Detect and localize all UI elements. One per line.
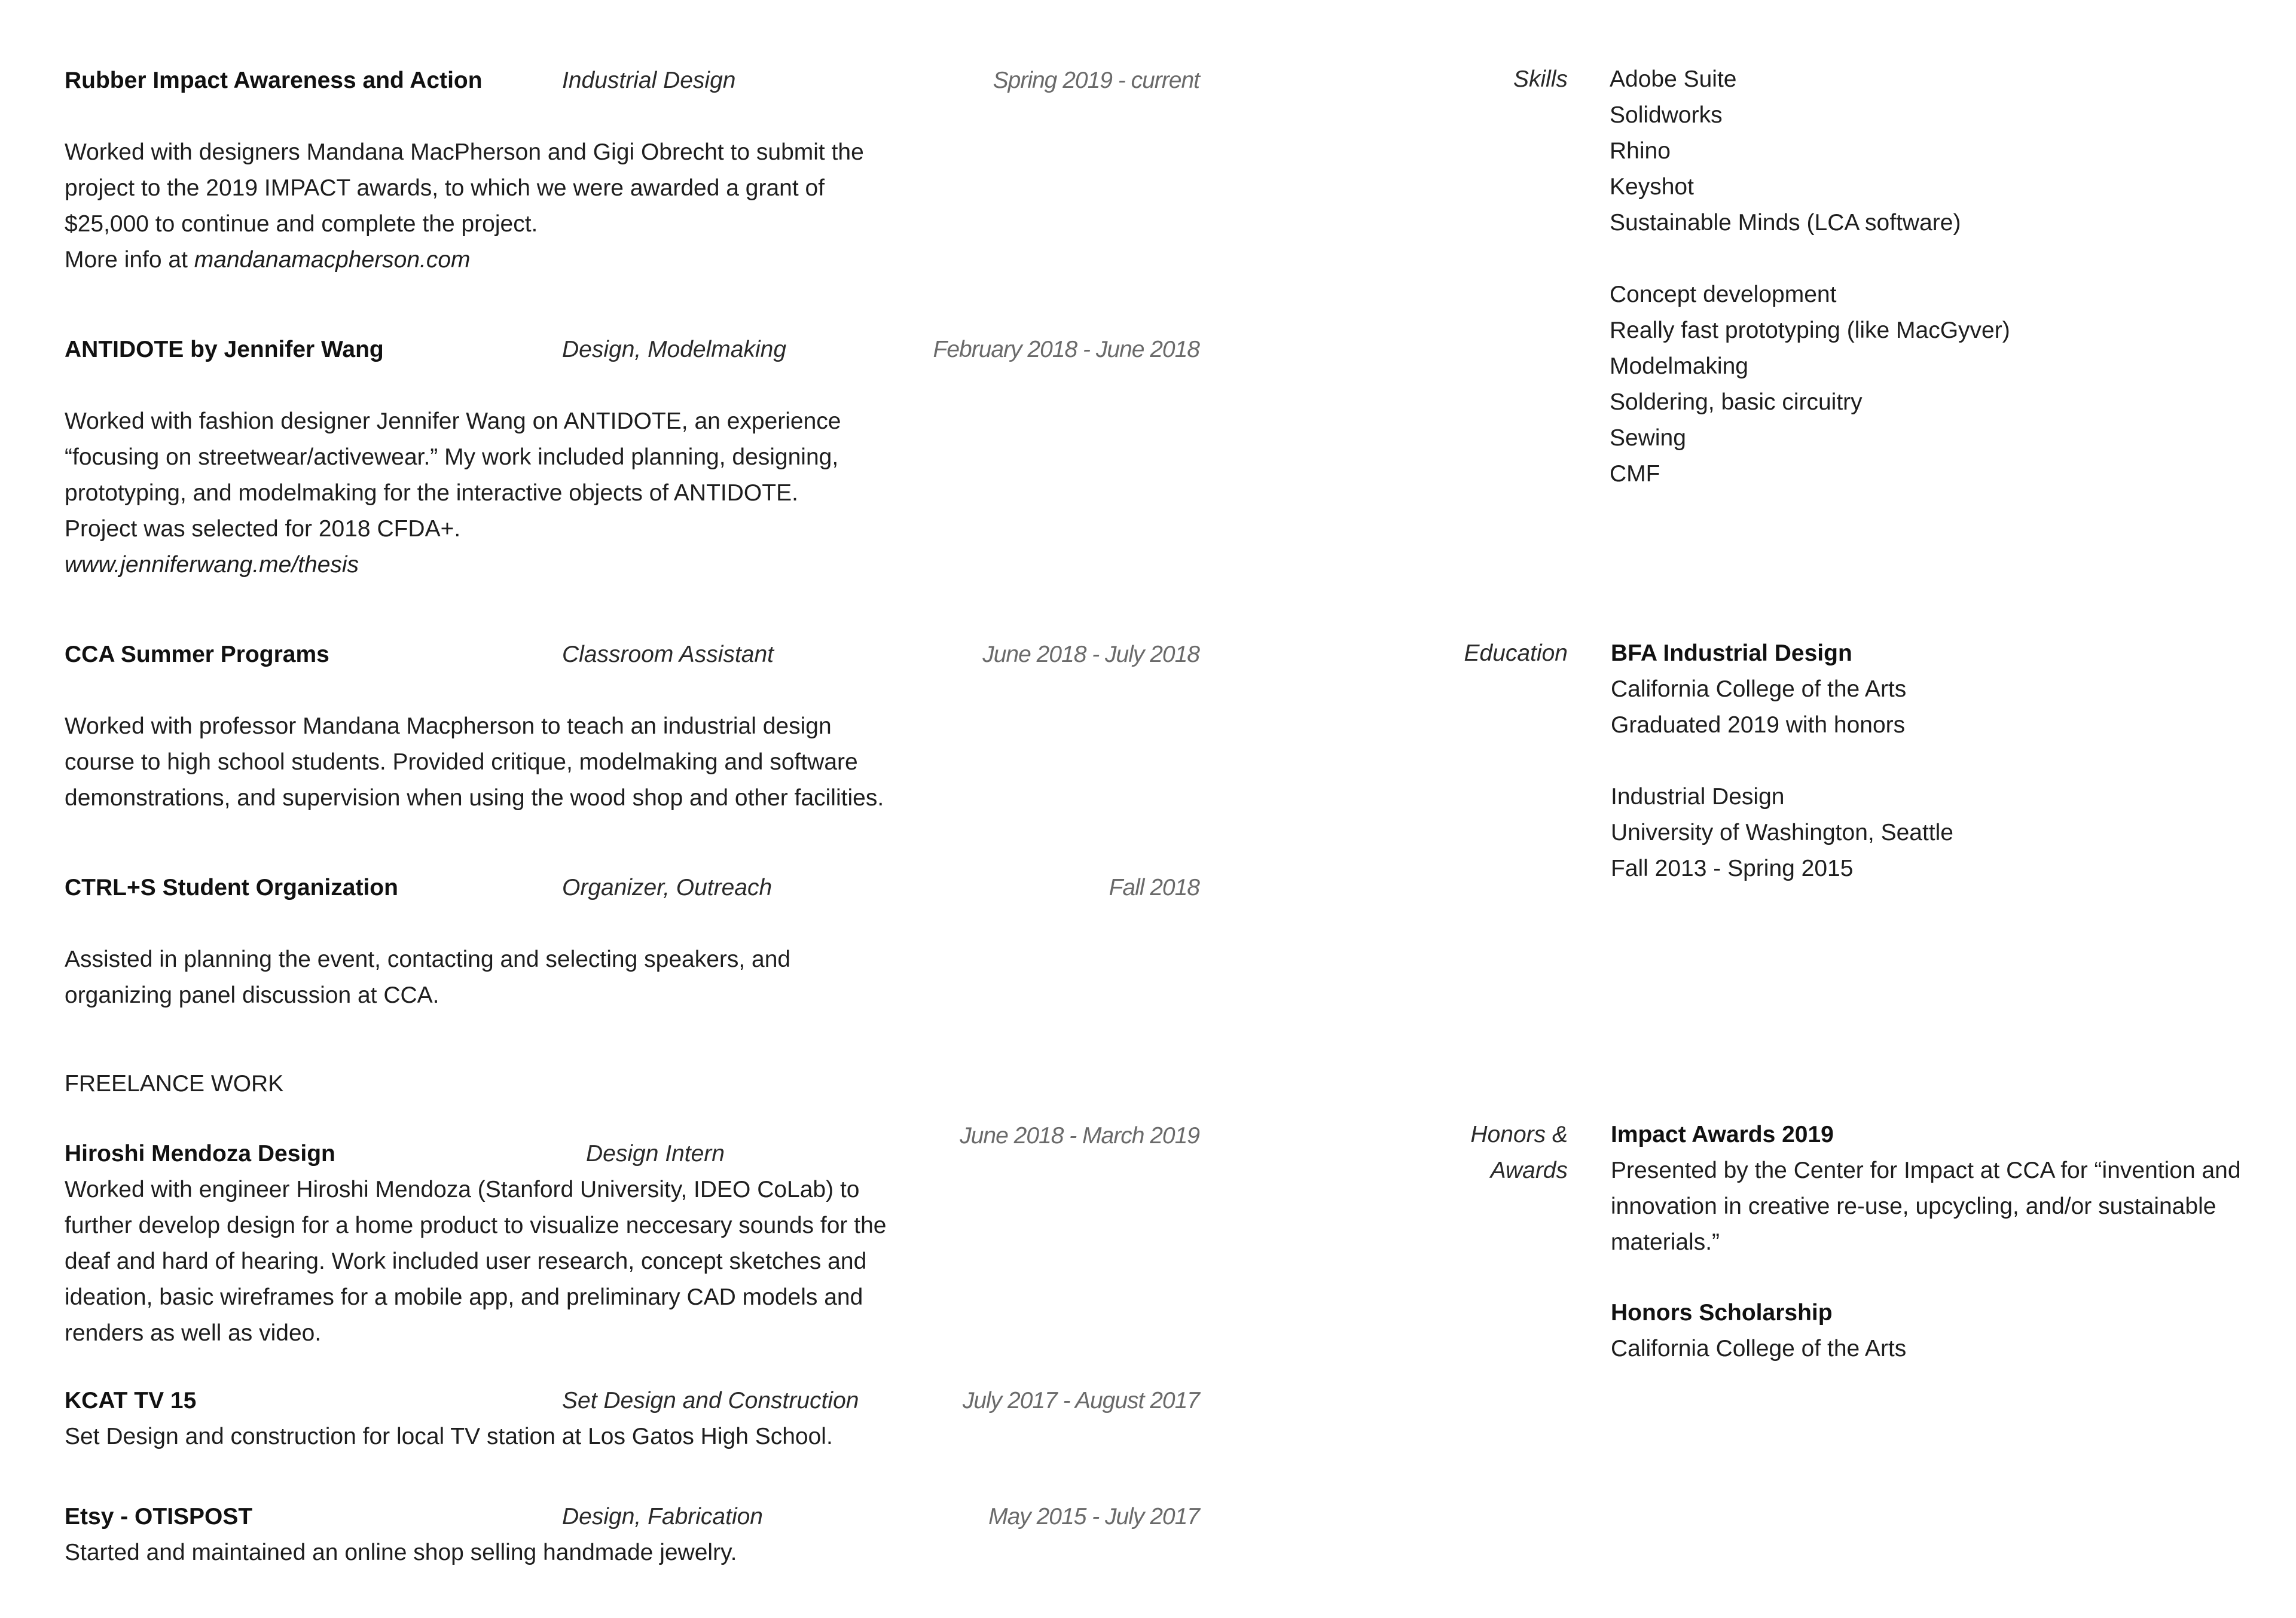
description-line: Worked with designers Mandana MacPherson and Gigi Obrecht to submit the bbox=[65, 139, 864, 165]
description-line: course to high school students. Provided critique, modelmaking and software bbox=[65, 749, 858, 775]
entry-dates: Fall 2018 bbox=[1109, 875, 1199, 900]
description-line: project to the 2019 IMPACT awards, to which we were awarded a grant of bbox=[65, 175, 825, 201]
skill-item: Modelmaking bbox=[1610, 353, 1748, 379]
entry-role: Industrial Design bbox=[562, 68, 736, 93]
honors-label-line: Honors & bbox=[1470, 1122, 1568, 1147]
award-school: California College of the Arts bbox=[1611, 1336, 1907, 1361]
entry-description bbox=[65, 1535, 737, 1571]
description-line: organizing panel discussion at CCA. bbox=[65, 982, 439, 1008]
description-line: Worked with fashion designer Jennifer Wang on ANTIDOTE, an experience bbox=[65, 408, 841, 434]
entry-description bbox=[65, 135, 864, 278]
skill-item: CMF bbox=[1610, 461, 1660, 487]
entry-dates: February 2018 - June 2018 bbox=[933, 337, 1199, 362]
description-line: demonstrations, and supervision when using the wood shop and other facilities. bbox=[65, 785, 884, 811]
freelance-heading: FREELANCE WORK bbox=[65, 1071, 284, 1097]
entry-description bbox=[65, 404, 841, 583]
entry-dates: Spring 2019 - current bbox=[993, 68, 1199, 93]
description-line: deaf and hard of hearing. Work included user research, concept sketches and bbox=[65, 1248, 867, 1274]
award-title: Honors Scholarship bbox=[1611, 1300, 1833, 1326]
skill-item: Really fast prototyping (like MacGyver) bbox=[1610, 318, 2010, 343]
entry-role: Design, Fabrication bbox=[562, 1504, 763, 1530]
entry-dates: June 2018 - March 2019 bbox=[960, 1123, 1199, 1149]
skill-item: Solidworks bbox=[1610, 102, 1723, 128]
skill-item: Keyshot bbox=[1610, 174, 1694, 200]
school-name: California College of the Arts bbox=[1611, 676, 1907, 702]
description-line: Worked with professor Mandana Macpherson to teach an industrial design bbox=[65, 713, 832, 739]
project-link[interactable]: www.jenniferwang.me/thesis bbox=[65, 552, 359, 578]
description-line: “focusing on streetwear/activewear.” My work included planning, designing, bbox=[65, 444, 839, 470]
more-info-prefix: More info at bbox=[65, 247, 194, 273]
entry-dates: July 2017 - August 2017 bbox=[962, 1388, 1199, 1414]
skill-item: Adobe Suite bbox=[1610, 66, 1737, 92]
award-scholarship bbox=[1611, 1295, 1906, 1367]
honors-label-line: Awards bbox=[1490, 1158, 1568, 1183]
education-details bbox=[1611, 636, 1906, 743]
entry-dates: June 2018 - July 2018 bbox=[982, 642, 1199, 667]
entry-dates: May 2015 - July 2017 bbox=[988, 1504, 1199, 1530]
skills-label: Skills bbox=[1513, 66, 1568, 92]
entry-title: Etsy - OTISPOST bbox=[65, 1504, 253, 1530]
description-line: further develop design for a home product to visualize neccesary sounds for the bbox=[65, 1213, 887, 1238]
entry-title: Rubber Impact Awareness and Action bbox=[65, 68, 483, 93]
description-line: ideation, basic wireframes for a mobile app, and preliminary CAD models and bbox=[65, 1284, 863, 1310]
entry-title: ANTIDOTE by Jennifer Wang bbox=[65, 337, 384, 362]
attendance-dates: Fall 2013 - Spring 2015 bbox=[1611, 856, 1854, 881]
entry-description bbox=[65, 942, 790, 1013]
honors-label bbox=[1375, 1117, 1568, 1189]
description-line: Set Design and construction for local TV station at Los Gatos High School. bbox=[65, 1424, 833, 1449]
skill-item: Rhino bbox=[1610, 138, 1671, 164]
entry-title: KCAT TV 15 bbox=[65, 1388, 197, 1414]
skill-item: Sustainable Minds (LCA software) bbox=[1610, 210, 1961, 236]
entry-title: Hiroshi Mendoza Design bbox=[65, 1141, 335, 1167]
skill-item: Soldering, basic circuitry bbox=[1610, 389, 1863, 415]
description-line: Started and maintained an online shop selling handmade jewelry. bbox=[65, 1540, 737, 1565]
more-info-link[interactable]: mandanamacpherson.com bbox=[194, 247, 471, 273]
entry-description bbox=[65, 709, 884, 816]
entry-role: Design, Modelmaking bbox=[562, 337, 787, 362]
description-line: Worked with engineer Hiroshi Mendoza (Stanford University, IDEO CoLab) to bbox=[65, 1177, 860, 1202]
award-description-line: materials.” bbox=[1611, 1229, 1720, 1255]
graduation-note: Graduated 2019 with honors bbox=[1611, 712, 1906, 738]
education-label: Education bbox=[1464, 640, 1568, 666]
entry-description bbox=[65, 1172, 886, 1351]
entry-role: Set Design and Construction bbox=[562, 1388, 859, 1414]
entry-description bbox=[65, 1419, 833, 1455]
entry-role: Classroom Assistant bbox=[562, 642, 774, 667]
entry-role: Organizer, Outreach bbox=[562, 875, 773, 900]
description-line: renders as well as video. bbox=[65, 1320, 322, 1346]
skill-item: Concept development bbox=[1610, 282, 1837, 307]
award-impact bbox=[1611, 1117, 2241, 1260]
description-line: Project was selected for 2018 CFDA+. bbox=[65, 516, 461, 542]
school-name: University of Washington, Seattle bbox=[1611, 820, 1953, 845]
award-description-line: innovation in creative re-use, upcycling, and/or sustainable bbox=[1611, 1193, 2216, 1219]
entry-role: Design Intern bbox=[586, 1141, 725, 1167]
award-title: Impact Awards 2019 bbox=[1611, 1122, 1834, 1147]
description-line: Assisted in planning the event, contacting and selecting speakers, and bbox=[65, 947, 791, 972]
degree-title: BFA Industrial Design bbox=[1611, 640, 1852, 666]
description-line: prototyping, and modelmaking for the interactive objects of ANTIDOTE. bbox=[65, 480, 798, 506]
description-line bbox=[65, 242, 864, 278]
skills-software-list bbox=[1610, 62, 1961, 241]
entry-title: CCA Summer Programs bbox=[65, 642, 329, 667]
program-name: Industrial Design bbox=[1611, 784, 1785, 810]
award-description-line: Presented by the Center for Impact at CCA for “invention and bbox=[1611, 1158, 2241, 1183]
education-details-secondary bbox=[1611, 779, 1953, 887]
description-line: $25,000 to continue and complete the project. bbox=[65, 211, 538, 237]
skill-item: Sewing bbox=[1610, 425, 1686, 451]
entry-title: CTRL+S Student Organization bbox=[65, 875, 398, 900]
skills-abilities-list bbox=[1610, 277, 2010, 492]
